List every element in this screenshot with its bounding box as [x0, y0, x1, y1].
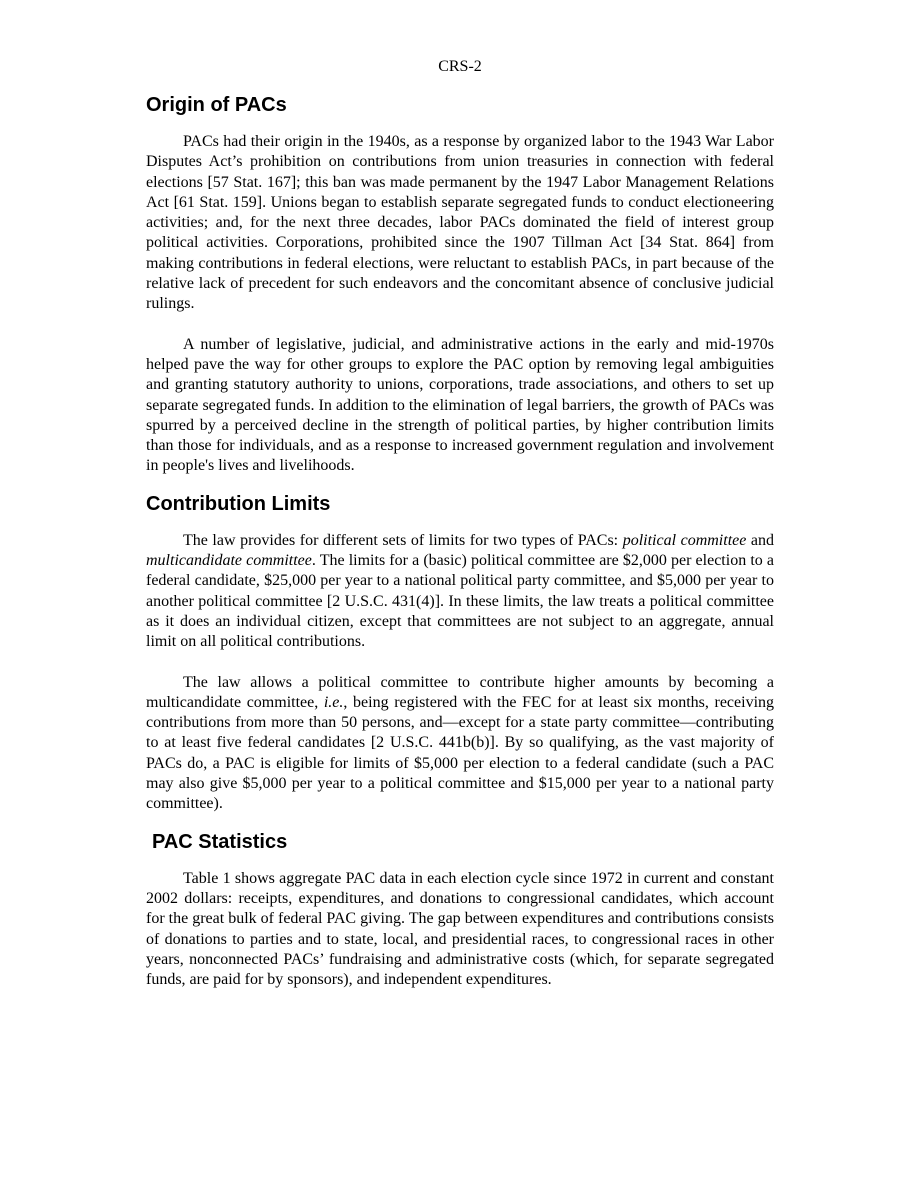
- section-heading: PAC Statistics: [152, 830, 288, 853]
- paragraph: [146, 673, 774, 815]
- section-heading: Origin of PACs: [146, 94, 287, 116]
- document-body: [146, 92, 774, 1010]
- paragraph: Table 1 shows aggregate PAC data in each election cycle since 1972 in current and constant 2002 dollars: receipts, expenditures, and donations to congressional candidates, which account for the great bulk of federal PAC giving. The gap between expenditures and contributions consists of donations to parties and to state, local, and presidential races, to congressional races in other years, nonconnected PACs’ fundraising and administrative costs (which, for separate segregated funds, are paid for by sponsors), and independent expenditures.: [146, 869, 774, 989]
- italic-term: multicandidate committee: [146, 552, 312, 570]
- paragraph: A number of legislative, judicial, and administrative actions in the early and mid-1970s helped pave the way for other groups to explore the PAC option by removing legal ambiguities and granting statutory authority to unions, corporations, trade associations, and others to set up separate segregated funds. In addition to the elimination of legal barriers, the growth of PACs was spurred by a perceived decline in the strength of political parties, by higher contribution limits than those for individuals, and as a response to increased government regulation and involvement in people's lives and livelihoods.: [146, 335, 774, 475]
- section-heading: Contribution Limits: [146, 492, 331, 515]
- text-run: The law allows a political committee to contribute higher amounts by becoming a multicandidate committee,: [146, 673, 774, 711]
- text-run: The law provides for different sets of limits for two types of PACs:: [183, 531, 623, 549]
- text-run: . The limits for a (basic) political committee are $2,000 per election to a federal candidate, $25,000 per year to a national political party committee, and $5,000 per year to another political committee [2 U.S.C. 431(4)]. In these limits, the law treats a political committee as it does an individual citizen, except that committees are not subject to an aggregate, annual limit on all political contributions.: [146, 552, 775, 651]
- italic-term: i.e.: [323, 693, 344, 711]
- section-contribution-limits: [146, 491, 774, 815]
- paragraph: PACs had their origin in the 1940s, as a response by organized labor to the 1943 War Labor Disputes Act’s prohibition on contributions from union treasuries in connection with federal elections [57 Stat. 167]; this ban was made permanent by the 1947 Labor Management Relations Act [61 Stat. 159]. Unions began to establish separate segregated funds to conduct electioneering activities; and, for the next three decades, labor PACs dominated the field of interest group political activities. Corporations, prohibited since the 1907 Tillman Act [34 Stat. 864] from making contributions in federal elections, were reluctant to establish PACs, in part because of the relative lack of precedent for such endeavors and the concomitant absence of conclusive judicial rulings.: [146, 133, 774, 313]
- page-number-header: CRS-2: [438, 58, 482, 75]
- text-run: , being registered with the FEC for at least six months, receiving contributions from more than 50 persons, and—except for a state party committee—contributing to at least five federal candidates [2 U.S.C. 441b(b)]. By so qualifying, as the vast majority of PACs do, a PAC is eligible for limits of $5,000 per election to a federal candidate (such a PAC may also give $5,000 per year to a political committee and $15,000 per year to a national party committee).: [146, 693, 775, 813]
- section-origin-of-pacs: [146, 92, 774, 477]
- section-pac-statistics: [146, 829, 774, 991]
- text-run: and: [746, 531, 775, 549]
- italic-term: political committee: [622, 531, 747, 549]
- paragraph: [146, 531, 774, 653]
